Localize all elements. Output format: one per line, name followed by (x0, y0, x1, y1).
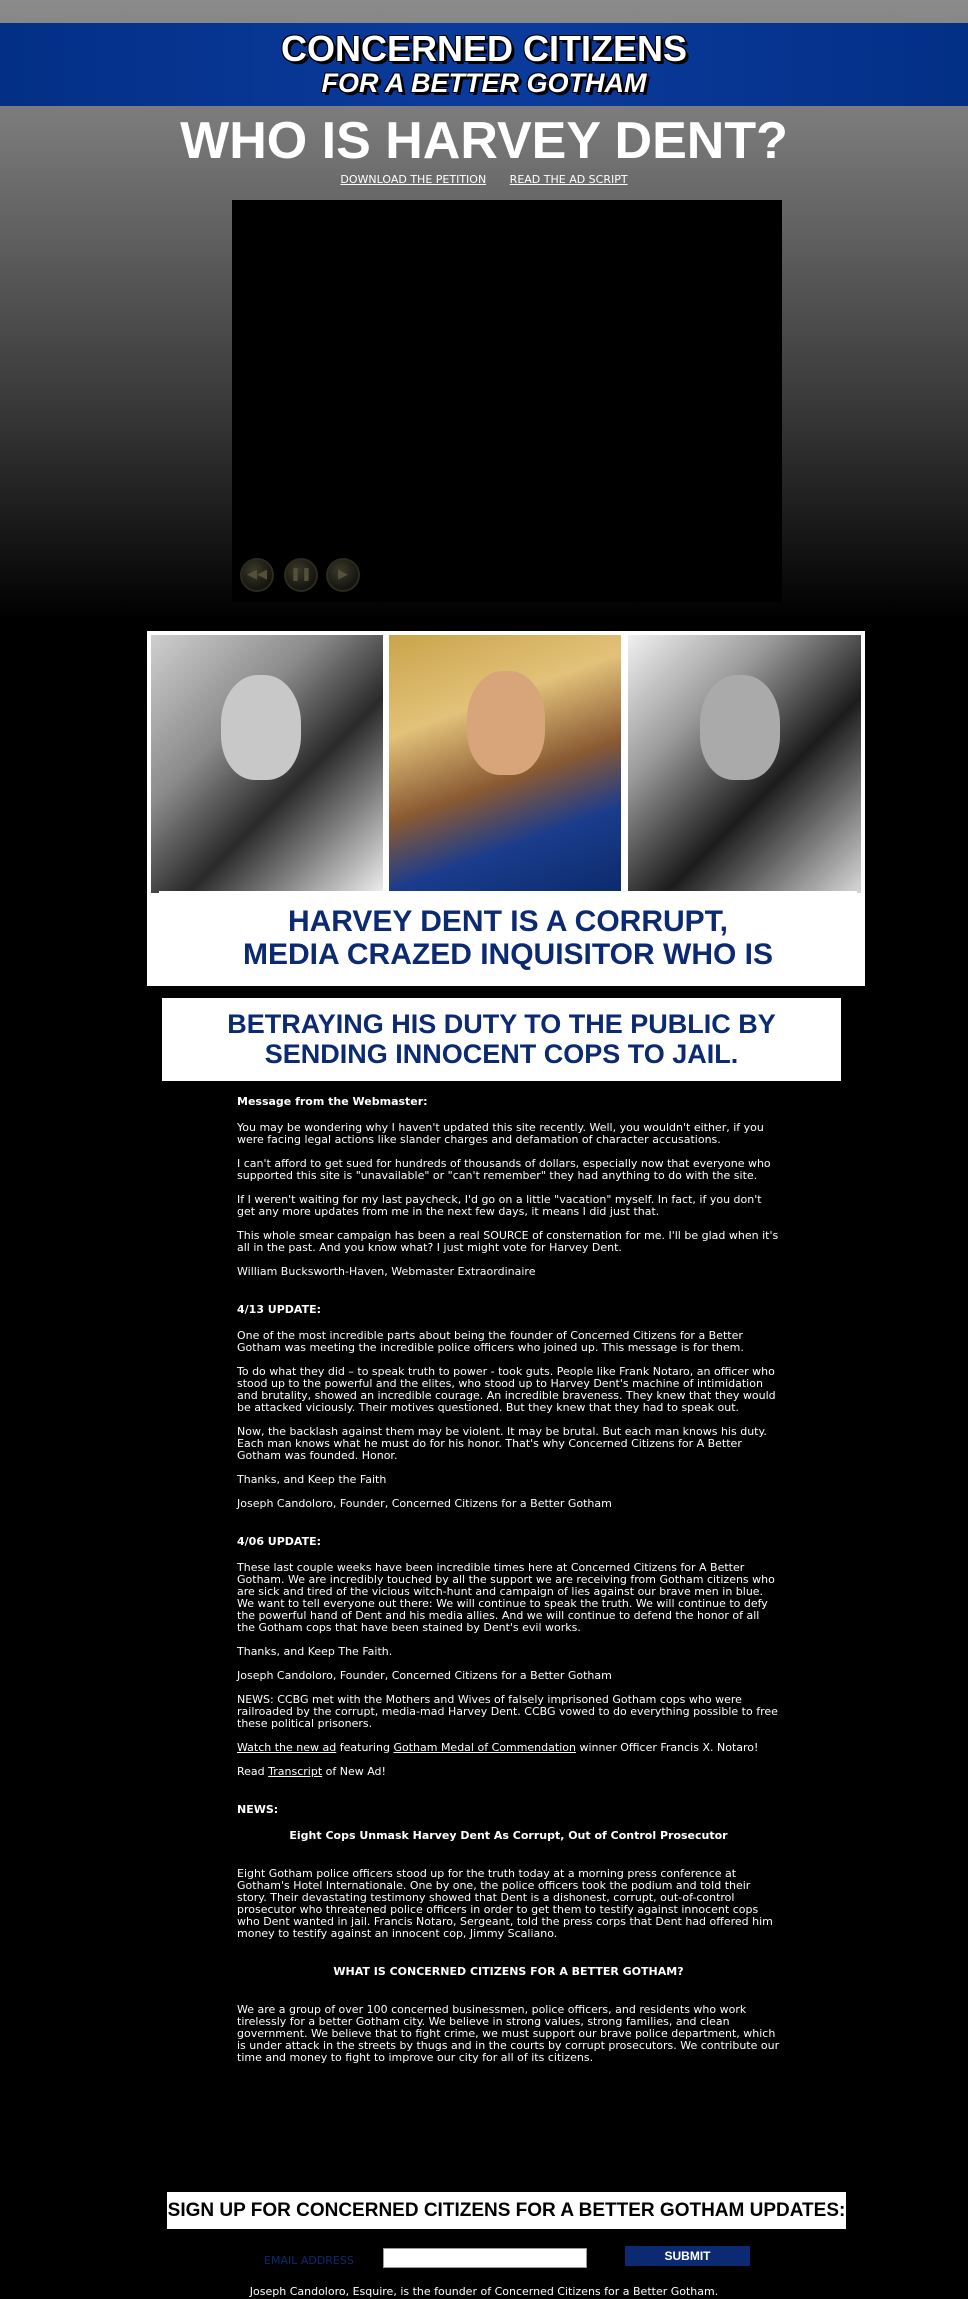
webmaster-paragraph: If I weren't waiting for my last paycheck, I'd go on a little "vacation" myself. In fact, if you don't get any more updates from me in the next few days, it means I did just that. (237, 1193, 762, 1218)
banner2-line1: BETRAYING HIS DUTY TO THE PUBLIC BY (227, 1009, 776, 1039)
read-transcript-line: Read Transcript of New Ad! (237, 1765, 386, 1778)
webmaster-signature: William Bucksworth-Haven, Webmaster Extraordinaire (237, 1265, 536, 1278)
transcript-link[interactable]: Transcript (268, 1765, 323, 1778)
main-content (237, 1096, 780, 2076)
download-petition-link[interactable]: DOWNLOAD THE PETITION (340, 173, 487, 186)
page-title: WHO IS HARVEY DENT? (180, 112, 788, 170)
read-ad-script-link[interactable]: READ THE AD SCRIPT (509, 173, 628, 186)
portrait-photo-right (628, 635, 861, 893)
update-413-paragraph: One of the most incredible parts about being the founder of Concerned Citizens for a Better Gotham was meeting the incredible police officers who joined up. This message is for them. (237, 1329, 744, 1354)
update-406-paragraph: These last couple weeks have been incredible times here at Concerned Citizens for A Better Gotham. We are incredibly touched by all the support we are receiving from Gotham citizens who are sick and tired of the vicious witch-hunt and campaign of lies against our brave men in blue. We want to tell everyone out there: We will continue to speak the truth. We will continue to defy the powerful hand of Dent and his media allies. And we will continue to defend the honor of all the Gotham cops that have been stained by Dent's evil works. (237, 1561, 775, 1634)
watch-new-ad-link[interactable]: Watch the new ad (237, 1741, 337, 1754)
portrait-photo-left (151, 635, 383, 893)
play-button[interactable] (326, 558, 360, 592)
update-413-signature: Joseph Candoloro, Founder, Concerned Citizens for a Better Gotham (237, 1497, 612, 1510)
update-406-signature: Joseph Candoloro, Founder, Concerned Citizens for a Better Gotham (237, 1669, 612, 1682)
watch-ad-line: Watch the new ad featuring Gotham Medal of Commendation winner Officer Francis X. Notaro! (237, 1741, 759, 1754)
news-body: Eight Gotham police officers stood up for the truth today at a morning press conference at Gotham's Hotel Internationale. One by one, the police officers took the podium and told their story. Their devastating testimony showed that Dent is a dishonest, corrupt, out-of-control prosecutor who threatened police officers in order to get them to testify against innocent cops who Dent wanted in jail. Francis Notaro, Sergeant, told the press corps that Dent had offered him money to testify against an innocent cop, Jimmy Scaliano. (237, 1867, 773, 1940)
update-413-paragraph: Now, the backlash against them may be violent. It may be brutal. But each man knows his duty. Each man knows what he must do for his honor. That's why Concerned Citizens for A Better Gotham was founded. Honor. (237, 1425, 767, 1462)
submit-button[interactable]: SUBMIT (625, 2246, 750, 2266)
rewind-icon: ◀◀ (247, 567, 267, 582)
play-icon: ▶ (338, 567, 348, 582)
update-406-heading: 4/06 UPDATE: (237, 1535, 322, 1548)
news-title: Eight Cops Unmask Harvey Dent As Corrupt, Out of Control Prosecutor (289, 1829, 728, 1842)
update-413-paragraph: Thanks, and Keep the Faith (237, 1473, 387, 1486)
webmaster-paragraph: I can't afford to get sued for hundreds of thousands of dollars, especially now that everyone who supported this site is "unavailable" or "can't remember" they had anything to do with the site. (237, 1157, 771, 1182)
top-links (0, 173, 968, 186)
site-masthead (0, 23, 968, 106)
update-413-paragraph: To do what they did – to speak truth to power - took guts. People like Frank Notaro, an officer who stood up to the powerful and the elites, who stood up to Harvey Dent's machine of intimidation and brutality, showed an incredible courage. An incredible braveness. They knew that they would be attacked viciously. Their motives questioned. But they knew that they had to speak out. (237, 1365, 776, 1414)
webmaster-paragraph: This whole smear campaign has been a real SOURCE of consternation for me. I'll be glad when it's all in the past. And you know what? I just might vote for Harvey Dent. (237, 1229, 779, 1254)
footer-text: Joseph Candoloro, Esquire, is the founder of Concerned Citizens for a Better Gotham. (249, 2285, 719, 2298)
update-406-news: NEWS: CCBG met with the Mothers and Wives of falsely imprisoned Gotham cops who were railroaded by the corrupt, media-mad Harvey Dent. CCBG vowed to do everything possible to free these political prisoners. (237, 1693, 778, 1730)
about-title: WHAT IS CONCERNED CITIZENS FOR A BETTER GOTHAM? (333, 1965, 684, 1978)
banner2-line2: SENDING INNOCENT COPS TO JAIL. (264, 1039, 739, 1069)
update-413-heading: 4/13 UPDATE: (237, 1303, 322, 1316)
betrayal-banner (162, 998, 841, 1081)
accusation-banner (159, 891, 857, 981)
portrait-photo-center (389, 635, 621, 893)
pause-icon: ❚❚ (290, 567, 312, 582)
signup-banner: SIGN UP FOR CONCERNED CITIZENS FOR A BETTER GOTHAM UPDATES: (167, 2192, 846, 2229)
news-heading: NEWS: (237, 1803, 279, 1816)
pause-button[interactable] (284, 558, 318, 592)
email-input[interactable] (383, 2248, 587, 2268)
medal-commendation-link[interactable]: Gotham Medal of Commendation (393, 1741, 576, 1754)
email-label: EMAIL ADDRESS (264, 2254, 354, 2267)
video-player[interactable] (232, 200, 782, 602)
update-406-paragraph: Thanks, and Keep The Faith. (237, 1645, 393, 1658)
about-body: We are a group of over 100 concerned businessmen, police officers, and residents who work tirelessly for a better Gotham city. We believe in strong values, strong families, and clean government. We believe that to fight crime, we must support our brave police department, which is under attack in the streets by thugs and in the courts by corrupt prosecutors. We contribute our time and money to fight to improve our city for all of its citizens. (237, 2003, 780, 2064)
webmaster-paragraph: You may be wondering why I haven't updated this site recently. Well, you wouldn't either, if you were facing legal actions like slander charges and defamation of character accusations. (237, 1121, 764, 1146)
banner1-line2: MEDIA CRAZED INQUISITOR WHO IS (242, 938, 773, 971)
rewind-button[interactable] (240, 558, 274, 592)
webmaster-heading: Message from the Webmaster: (237, 1095, 428, 1108)
masthead-line2: FOR A BETTER GOTHAM (321, 68, 647, 98)
photo-panel (147, 631, 865, 986)
banner1-line1: HARVEY DENT IS A CORRUPT, (287, 905, 729, 938)
masthead-line1: CONCERNED CITIZENS (280, 28, 688, 69)
